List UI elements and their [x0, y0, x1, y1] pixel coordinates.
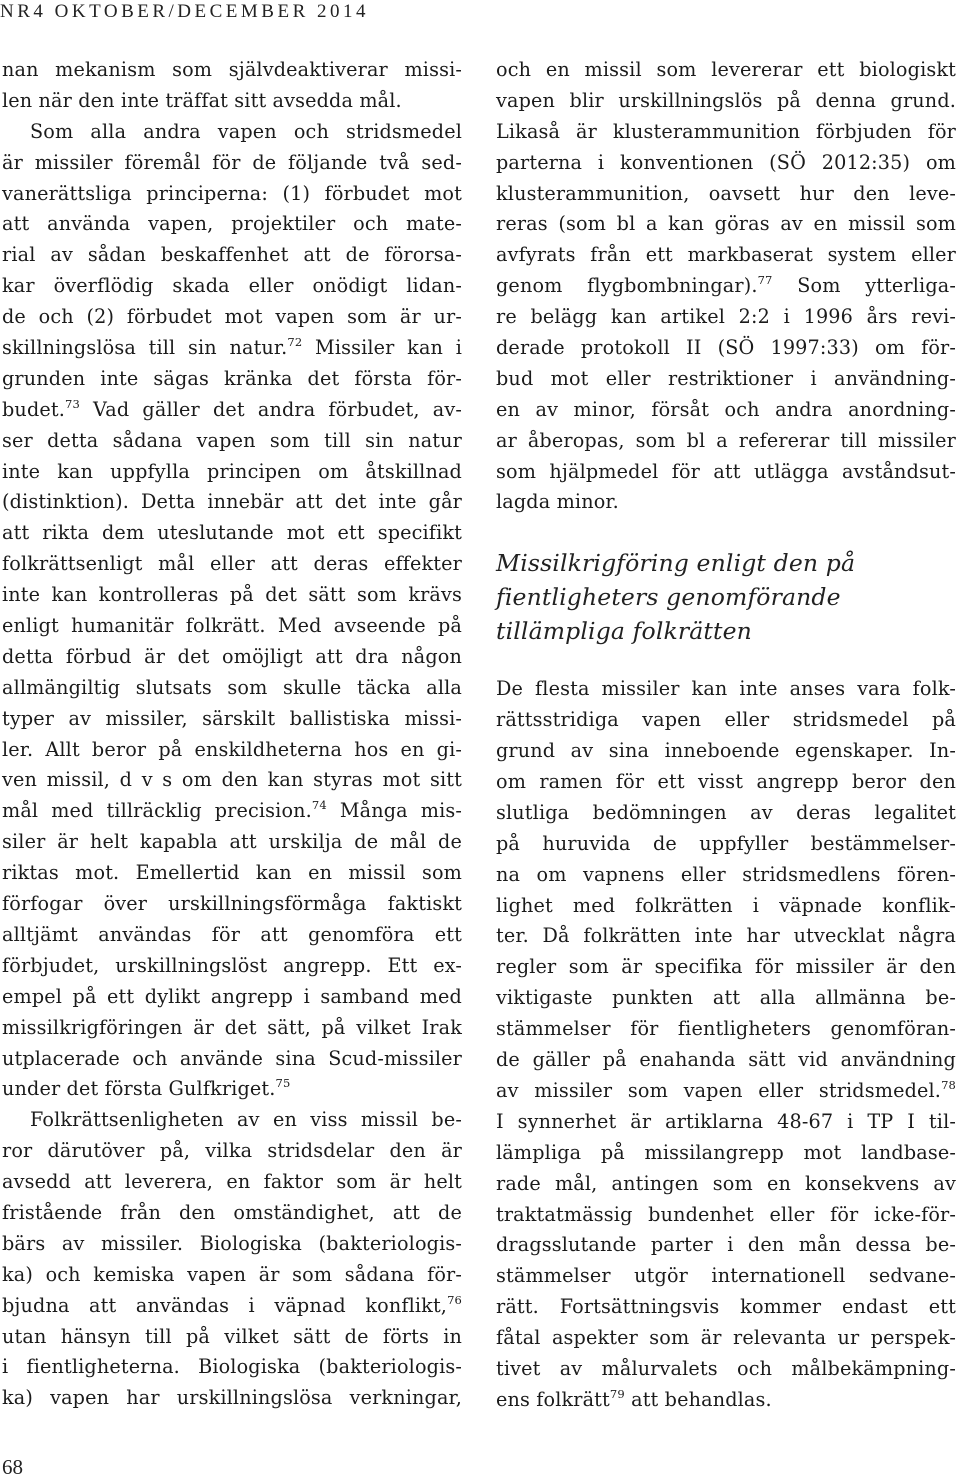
text-line: ka) och kemiska vapen är som sådana för- — [2, 1262, 462, 1286]
text-line: och en missil som levererar ett biologiskt — [496, 58, 956, 81]
text-line: derade protokoll II (SÖ 1997:33) om för- — [496, 336, 956, 360]
line-text: bjudna att användas i väpnad konflikt, — [2, 1293, 448, 1317]
left-column — [2, 55, 462, 1414]
footnote-ref[interactable]: 73 — [65, 396, 80, 411]
text-line: bärs av missiler. Biologiska (bakteriologis- — [2, 1231, 462, 1255]
heading-line: fientligheters genomförande — [496, 583, 841, 612]
text-line: ror därutöver på, vilka stridsdelar den är — [2, 1139, 462, 1163]
line-text: Vad gäller det andra förbudet, av- — [79, 397, 462, 421]
text-line: stämmelser utgör internationell sedvane- — [496, 1264, 956, 1288]
text-line: ven missil, d v s om den kan styras mot sitt — [2, 768, 462, 792]
text-line: fristående från den omständighet, att de — [2, 1200, 462, 1224]
heading-line: tillämpliga folkrätten — [496, 617, 752, 646]
text-line: vapen blir urskillningslös på denna grund. — [496, 88, 956, 112]
line-text: Missiler kan i — [302, 336, 463, 360]
text-line: rial av sådan beskaffenhet att de förorsa- — [2, 243, 462, 267]
line-text: av missiler som vapen eller stridsmedel. — [496, 1078, 942, 1102]
text-line: grund av sina inneboende egenskaper. In- — [496, 739, 956, 763]
text-line: att använda vapen, projektiler och mate- — [2, 212, 462, 236]
text-line: Likaså är klusterammunition förbjuden för — [496, 119, 956, 143]
text-line: förfogar över urskillningsförmåga faktiskt — [2, 892, 462, 916]
text-line: utplacerade och använde sina Scud-missiler — [2, 1046, 462, 1070]
text-line: fåtal aspekter som är relevanta ur perspek- — [496, 1326, 956, 1350]
text-line: rade mål, antingen som en konsekvens av — [496, 1171, 956, 1195]
text-line: missilkrigföringen är det sätt, på vilket Irak — [2, 1015, 462, 1039]
text-line: lämpliga på missilangrepp mot landbase- — [496, 1140, 956, 1164]
footnote-ref[interactable]: 79 — [609, 1386, 625, 1401]
text-line: regler som är specifika för missiler är den — [496, 955, 956, 979]
text-line — [2, 1291, 462, 1322]
text-line: utan hänsyn till på vilket sätt de förts in — [2, 1324, 462, 1348]
text-line: parterna i konventionen (SÖ 2012:35) om — [496, 150, 956, 174]
text-line: rättsstridiga vapen eller stridsmedel på — [496, 708, 956, 732]
text-line: på huruvida de uppfyller bestämmelser- — [496, 831, 956, 855]
text-line: grunden inte sägas kränka det första för- — [2, 366, 462, 390]
footnote-ref[interactable]: 76 — [447, 1292, 462, 1307]
footnote-ref[interactable]: 77 — [757, 273, 773, 288]
text-line: att rikta dem uteslutande mot ett specifikt — [2, 521, 462, 545]
text-line — [2, 395, 462, 426]
text-line: (distinktion). Detta innebär att det inte går — [2, 490, 462, 514]
text-line: vanerättsliga principerna: (1) förbudet mot — [2, 181, 462, 205]
text-line: I synnerhet är artiklarna 48-67 i TP I til- — [496, 1109, 956, 1133]
text-line: reras (som bl a kan göras av en missil som — [496, 212, 956, 236]
text-line: lighet med folkrätten i väpnade konflik- — [496, 893, 956, 917]
text-line: Folkrättsenligheten av en viss missil be- — [30, 1108, 462, 1132]
text-line — [2, 1074, 462, 1105]
text-line: de gäller på enahanda sätt vid användning — [496, 1048, 956, 1072]
text-line: na om vapnens eller stridsmedlens fören- — [496, 862, 956, 886]
line-text: under det första Gulfkriget. — [2, 1077, 276, 1101]
text-line: kar överflödig skada eller onödigt lidan- — [2, 274, 462, 298]
text-line: nan mekanism som självdeaktiverar missi- — [2, 58, 462, 81]
text-line: re belägg kan artikel 2:2 i 1996 års revi- — [496, 305, 956, 329]
text-line — [496, 1385, 956, 1416]
text-line — [2, 796, 462, 827]
text-line: enligt humanitär folkrätt. Med avseende på — [2, 614, 462, 638]
text-line: alltjämt användas för att genomföra ett — [2, 922, 462, 946]
line-text: mål med tillräcklig precision. — [2, 799, 312, 823]
text-line: dragsslutande parter i den mån dessa be- — [496, 1233, 956, 1257]
text-line — [2, 333, 462, 364]
text-line: De flesta missiler kan inte anses vara folk- — [496, 677, 956, 701]
text-line: är missiler föremål för de följande två sed- — [2, 150, 462, 174]
text-line: inte kan kontrolleras på det sätt som krävs — [2, 583, 462, 607]
text-line: avsedd att leverera, en faktor som är helt — [2, 1170, 462, 1194]
line-text: genom flygbombningar). — [496, 274, 758, 298]
footnote-ref[interactable]: 74 — [311, 798, 327, 813]
text-line: klusterammunition, oavsett hur den leve- — [496, 181, 956, 205]
text-line: som hjälpmedel för att utlägga avståndsut- — [496, 459, 956, 483]
text-line: detta förbud är det omöjligt att dra någon — [2, 644, 462, 668]
footnote-ref[interactable]: 75 — [275, 1076, 291, 1091]
text-line: viktigaste punkten att alla allmänna be- — [496, 986, 956, 1010]
line-text: Många mis- — [326, 799, 462, 823]
text-line: i fientligheterna. Biologiska (bakteriologis- — [2, 1355, 462, 1379]
footnote-ref[interactable]: 78 — [941, 1077, 956, 1092]
text-line: len när den inte träffat sitt avsedda mål. — [2, 88, 402, 112]
line-text: skillningslösa till sin natur. — [2, 336, 288, 360]
text-line: ar åberopas, som bl a refererar till missiler — [496, 428, 956, 452]
text-line: slutliga bedömningen av deras legalitet — [496, 800, 956, 824]
text-line: ter. Då folkrätten inte har utvecklat några — [496, 924, 956, 948]
heading-line: Missilkrigföring enligt den på — [496, 549, 856, 578]
line-text: att behandlas. — [624, 1387, 772, 1411]
page-number: 68 — [2, 1455, 23, 1479]
text-line: folkrättsenligt mål eller att deras effekter — [2, 552, 462, 576]
text-line: ka) vapen har urskillningslösa verkningar, — [2, 1386, 462, 1410]
text-line: riktas mot. Emellertid kan en missil som — [2, 861, 462, 885]
text-line: en av minor, försåt och andra anordning- — [496, 397, 956, 421]
right-column — [496, 55, 956, 1416]
text-line — [496, 1076, 956, 1107]
text-line: empel på ett dylikt angrepp i samband med — [2, 984, 462, 1008]
line-text: budet. — [2, 397, 65, 421]
text-line: rätt. Fortsättningsvis kommer endast ett — [496, 1295, 956, 1319]
footnote-ref[interactable]: 72 — [287, 335, 303, 350]
text-line: inte kan uppfylla principen om åtskillnad — [2, 459, 462, 483]
text-line: om ramen för ett visst angrepp beror den — [496, 770, 956, 794]
text-line: Som alla andra vapen och stridsmedel — [30, 119, 462, 143]
text-line: förbjudet, urskillningslöst angrepp. Ett ex- — [2, 953, 462, 977]
text-line: ser detta sådana vapen som till sin natur — [2, 428, 462, 452]
text-line: typer av missiler, särskilt ballistiska missi- — [2, 706, 462, 730]
line-text: Som ytterliga- — [772, 274, 956, 298]
text-line: lagda minor. — [496, 490, 619, 514]
text-line: ler. Allt beror på enskildheterna hos en gi- — [2, 737, 462, 761]
text-line: de och (2) förbudet mot vapen som är ur- — [2, 305, 462, 329]
running-header: NR4 OKTOBER/DECEMBER 2014 — [0, 1, 370, 22]
text-line: traktatmässig bundenhet eller för icke-för- — [496, 1202, 956, 1226]
text-line: siler är helt kapabla att urskilja de mål de — [2, 830, 462, 854]
text-line — [496, 271, 956, 302]
text-line: tivet av målurvalets och målbekämpning- — [496, 1356, 956, 1380]
text-line: allmängiltig slutsats som skulle täcka alla — [2, 675, 462, 699]
section-heading — [496, 546, 956, 648]
text-line: stämmelser för fientligheters genomföran- — [496, 1017, 956, 1041]
line-text: ens folkrätt — [496, 1387, 610, 1411]
text-line: avfyrats från ett markbaserat system eller — [496, 243, 956, 267]
text-line: bud mot eller restriktioner i användning- — [496, 366, 956, 390]
